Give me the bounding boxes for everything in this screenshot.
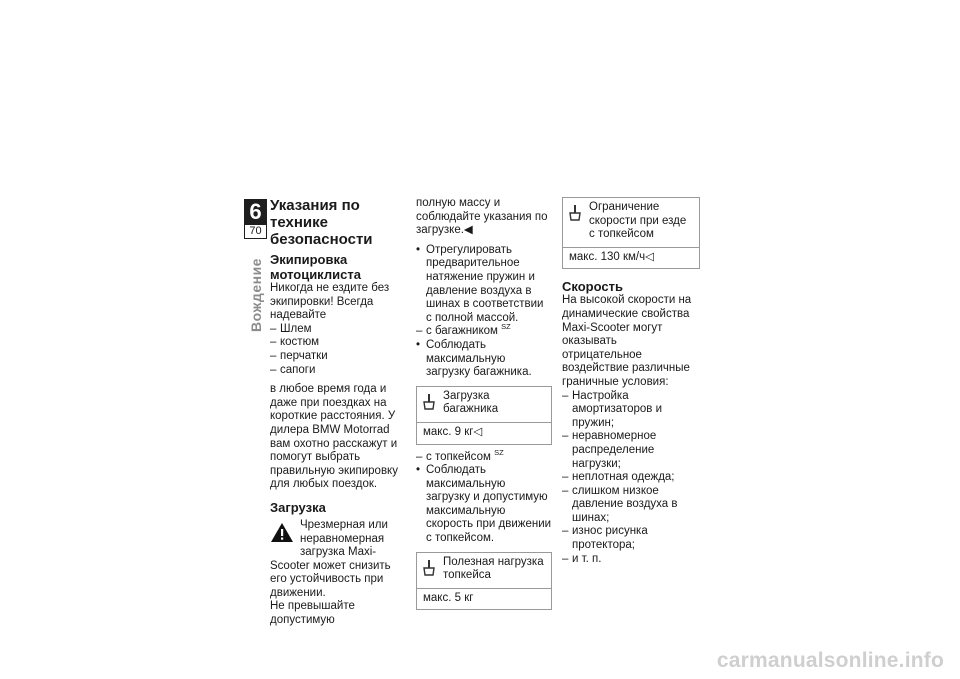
side-label-text: Вождение (248, 258, 264, 332)
spec-box-topcase-load (416, 552, 552, 611)
section-title-gear: Экипировка мотоциклиста (270, 252, 361, 282)
warning-text-c: Не превышайте допустимую (270, 600, 355, 627)
gear-intro: Никогда не ездите без экипировки! Всегда надевайте (270, 282, 390, 322)
section-title-loading: Загрузка (270, 499, 326, 515)
option-luggage-rack: – с багажником $^{SZ}$ (416, 322, 511, 338)
list-item: – сапоги (270, 363, 316, 376)
spec-box-value: макс. 130 км/ч◁ (563, 247, 699, 269)
chapter-number: 6 (249, 199, 262, 224)
option-topcase: – с топкейсом $^{SZ}$ (416, 447, 504, 463)
spec-box-title: Загрузка багажника (443, 389, 499, 416)
list-item: • Отрегулировать предварительное натяжение пружин и давление воздуха в шинах в соответствии с полной массой. (416, 243, 544, 324)
warning-text-b: Scooter может снизить его устойчивость при движении. (270, 559, 391, 599)
list-item: – и т. п. (562, 552, 602, 565)
list-item: – костюм (270, 336, 319, 349)
warning-text-a: Чрезмерная или неравномерная загрузка Maxi- (300, 518, 388, 559)
warning-block (270, 519, 407, 560)
spec-box-title: Ограничение скорости при езде с топкейсом (589, 201, 687, 241)
chapter-tab (244, 199, 267, 239)
warning-triangle-icon (270, 519, 300, 560)
list-item: • Соблюдать максимальную загрузку и допустимую максимальную скорость при движении с топкейсом. (416, 464, 552, 545)
list-item: – износ рисунка протектора; (562, 525, 648, 552)
section-title-speed: Скорость (562, 279, 623, 295)
page-number: 70 (244, 225, 267, 239)
loading-continued: полную массу и соблюдайте указания по загрузке.◀ (416, 197, 548, 237)
speed-intro: На высокой скорости на динамические свойства Maxi-Scooter могут оказывать отрицательное воздействие различные граничные условия: (562, 294, 692, 388)
spec-box-speed-limit (562, 197, 700, 269)
list-item: – Настройка амортизаторов и пружин; (562, 389, 663, 429)
list-item: – неплотная одежда; (562, 471, 675, 484)
gear-advice: в любое время года и даже при поездках на короткие расстояния. У дилера BMW Motorrad вам охотно расскажут и помогут выбрать правильную экипировку для любых поездок. (270, 383, 398, 491)
spec-box-value: макс. 5 кг (417, 588, 551, 610)
column-2 (416, 197, 552, 610)
list-item: – перчатки (270, 349, 328, 362)
list-item: – Шлем (270, 322, 312, 335)
side-label (238, 240, 274, 350)
column-1 (270, 197, 407, 628)
end-mark: ◀ (463, 224, 473, 237)
page-title: Указания по технике безопасности (270, 197, 373, 248)
spec-box-luggage-rack (416, 386, 552, 445)
spec-box-value: макс. 9 кг◁ (417, 422, 551, 444)
weight-icon (423, 390, 443, 417)
weight-icon (423, 556, 443, 583)
list-item: – неравномерное распределение нагрузки; (562, 430, 657, 470)
watermark: carmanualsonline.info (716, 649, 944, 672)
list-item: – слишком низкое давление воздуха в шинах; (562, 484, 678, 524)
weight-icon (569, 201, 589, 242)
list-item: • Соблюдать максимальную загрузку багажника. (416, 338, 532, 379)
spec-box-title: Полезная нагрузка топкейса (443, 555, 544, 582)
column-3 (562, 197, 700, 566)
